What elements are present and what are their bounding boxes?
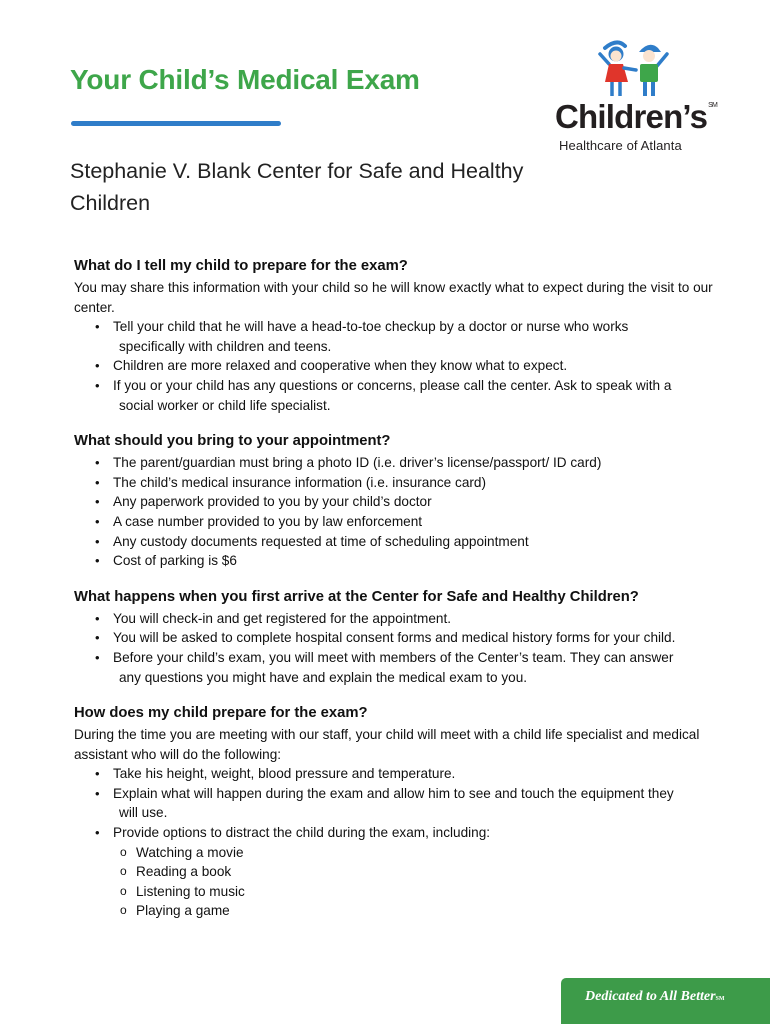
logo-service-mark: SM [708,102,718,109]
section-intro: You may share this information with your child so he will know exactly what to expect during the visit to our center. [74,280,713,315]
list-item-text: Provide options to distract the child during the exam, including: [113,825,491,841]
list-item-continuation: social worker or child life specialist. [119,397,331,413]
list-item-text: You will check-in and get registered for the appointment. [113,610,452,626]
distraction-options-list [74,843,714,921]
section-heading: How does my child prepare for the exam? [74,705,368,722]
list-item [95,356,714,376]
page-title: Your Child’s Medical Exam [70,64,420,95]
list-item [95,823,714,843]
section-what-to-bring [74,429,714,571]
list-item [95,492,714,512]
list-item-text: Children are more relaxed and cooperative when they know what to expect. [113,358,568,374]
bullet-list [74,764,714,842]
list-item [95,551,714,571]
section-heading: What happens when you first arrive at the Center for Safe and Healthy Children? [74,588,639,605]
list-item-text: The child’s medical insurance information (i.e. insurance card) [113,474,486,490]
list-item [95,532,714,552]
sub-list-item: o Watching a movie [120,843,714,863]
document-body [74,254,714,935]
title-underline [71,121,281,126]
section-arrival [74,585,714,687]
list-item [95,648,714,687]
logo-name-text: Children’s [555,98,708,135]
list-item-text: Cost of parking is $6 [113,553,237,569]
bullet-list [74,609,714,687]
section-intro: During the time you are meeting with our staff, your child will meet with a child life specialist and medical assistant who will do the following: [74,727,700,762]
list-item-text: You will be asked to complete hospital consent forms and medical history forms for your child. [113,630,676,646]
list-item-continuation: specifically with children and teens. [119,338,332,354]
list-item [95,453,714,473]
section-heading: What should you bring to your appointment? [74,433,391,450]
tagline-text: Dedicated to All Better [585,989,716,1004]
list-item-text: Take his height, weight, blood pressure and temperature. [113,766,456,782]
list-item-text: A case number provided to you by law enforcement [113,513,423,529]
section-child-preparation [74,701,714,921]
sub-list-item: o Playing a game [120,901,714,921]
list-item [95,512,714,532]
section-heading: What do I tell my child to prepare for the exam? [74,258,408,274]
section-prepare-child [74,254,714,415]
logo-subtitle: Healthcare of Atlanta [559,138,682,153]
list-item [95,764,714,784]
list-item [95,317,714,356]
list-item-continuation: will use. [119,805,168,821]
list-item-text: Any custody documents requested at time of scheduling appointment [113,533,529,549]
center-name: Stephanie V. Blank Center for Safe and Healthy Children [70,159,524,215]
list-item-text: Before your child’s exam, you will meet with members of the Center’s team. They can answer [113,649,674,665]
list-item-text: Explain what will happen during the exam and allow him to see and touch the equipment they [113,785,674,801]
bullet-list [74,453,714,571]
logo-wordmark [555,100,730,133]
list-item-text: Any paperwork provided to you by your child’s doctor [113,494,432,510]
list-item [95,609,714,629]
list-item [95,376,714,415]
list-item [95,628,714,648]
list-item-text: The parent/guardian must bring a photo ID (i.e. driver’s license/passport/ ID card) [113,455,602,471]
list-item [95,784,714,823]
list-item-continuation: any questions you might have and explain the medical exam to you. [119,669,528,685]
footer-tagline [561,978,770,1024]
list-item-text: Tell your child that he will have a head-to-toe checkup by a doctor or nurse who works [113,319,629,335]
bullet-list [74,317,714,415]
tagline-service-mark: SM [715,996,725,1002]
sub-list-item: o Listening to music [120,882,714,902]
children-figures-icon [595,38,675,100]
childrens-logo [555,38,730,156]
list-item-text: If you or your child has any questions or concerns, please call the center. Ask to speak with a [113,377,672,393]
list-item [95,473,714,493]
sub-list-item: o Reading a book [120,862,714,882]
